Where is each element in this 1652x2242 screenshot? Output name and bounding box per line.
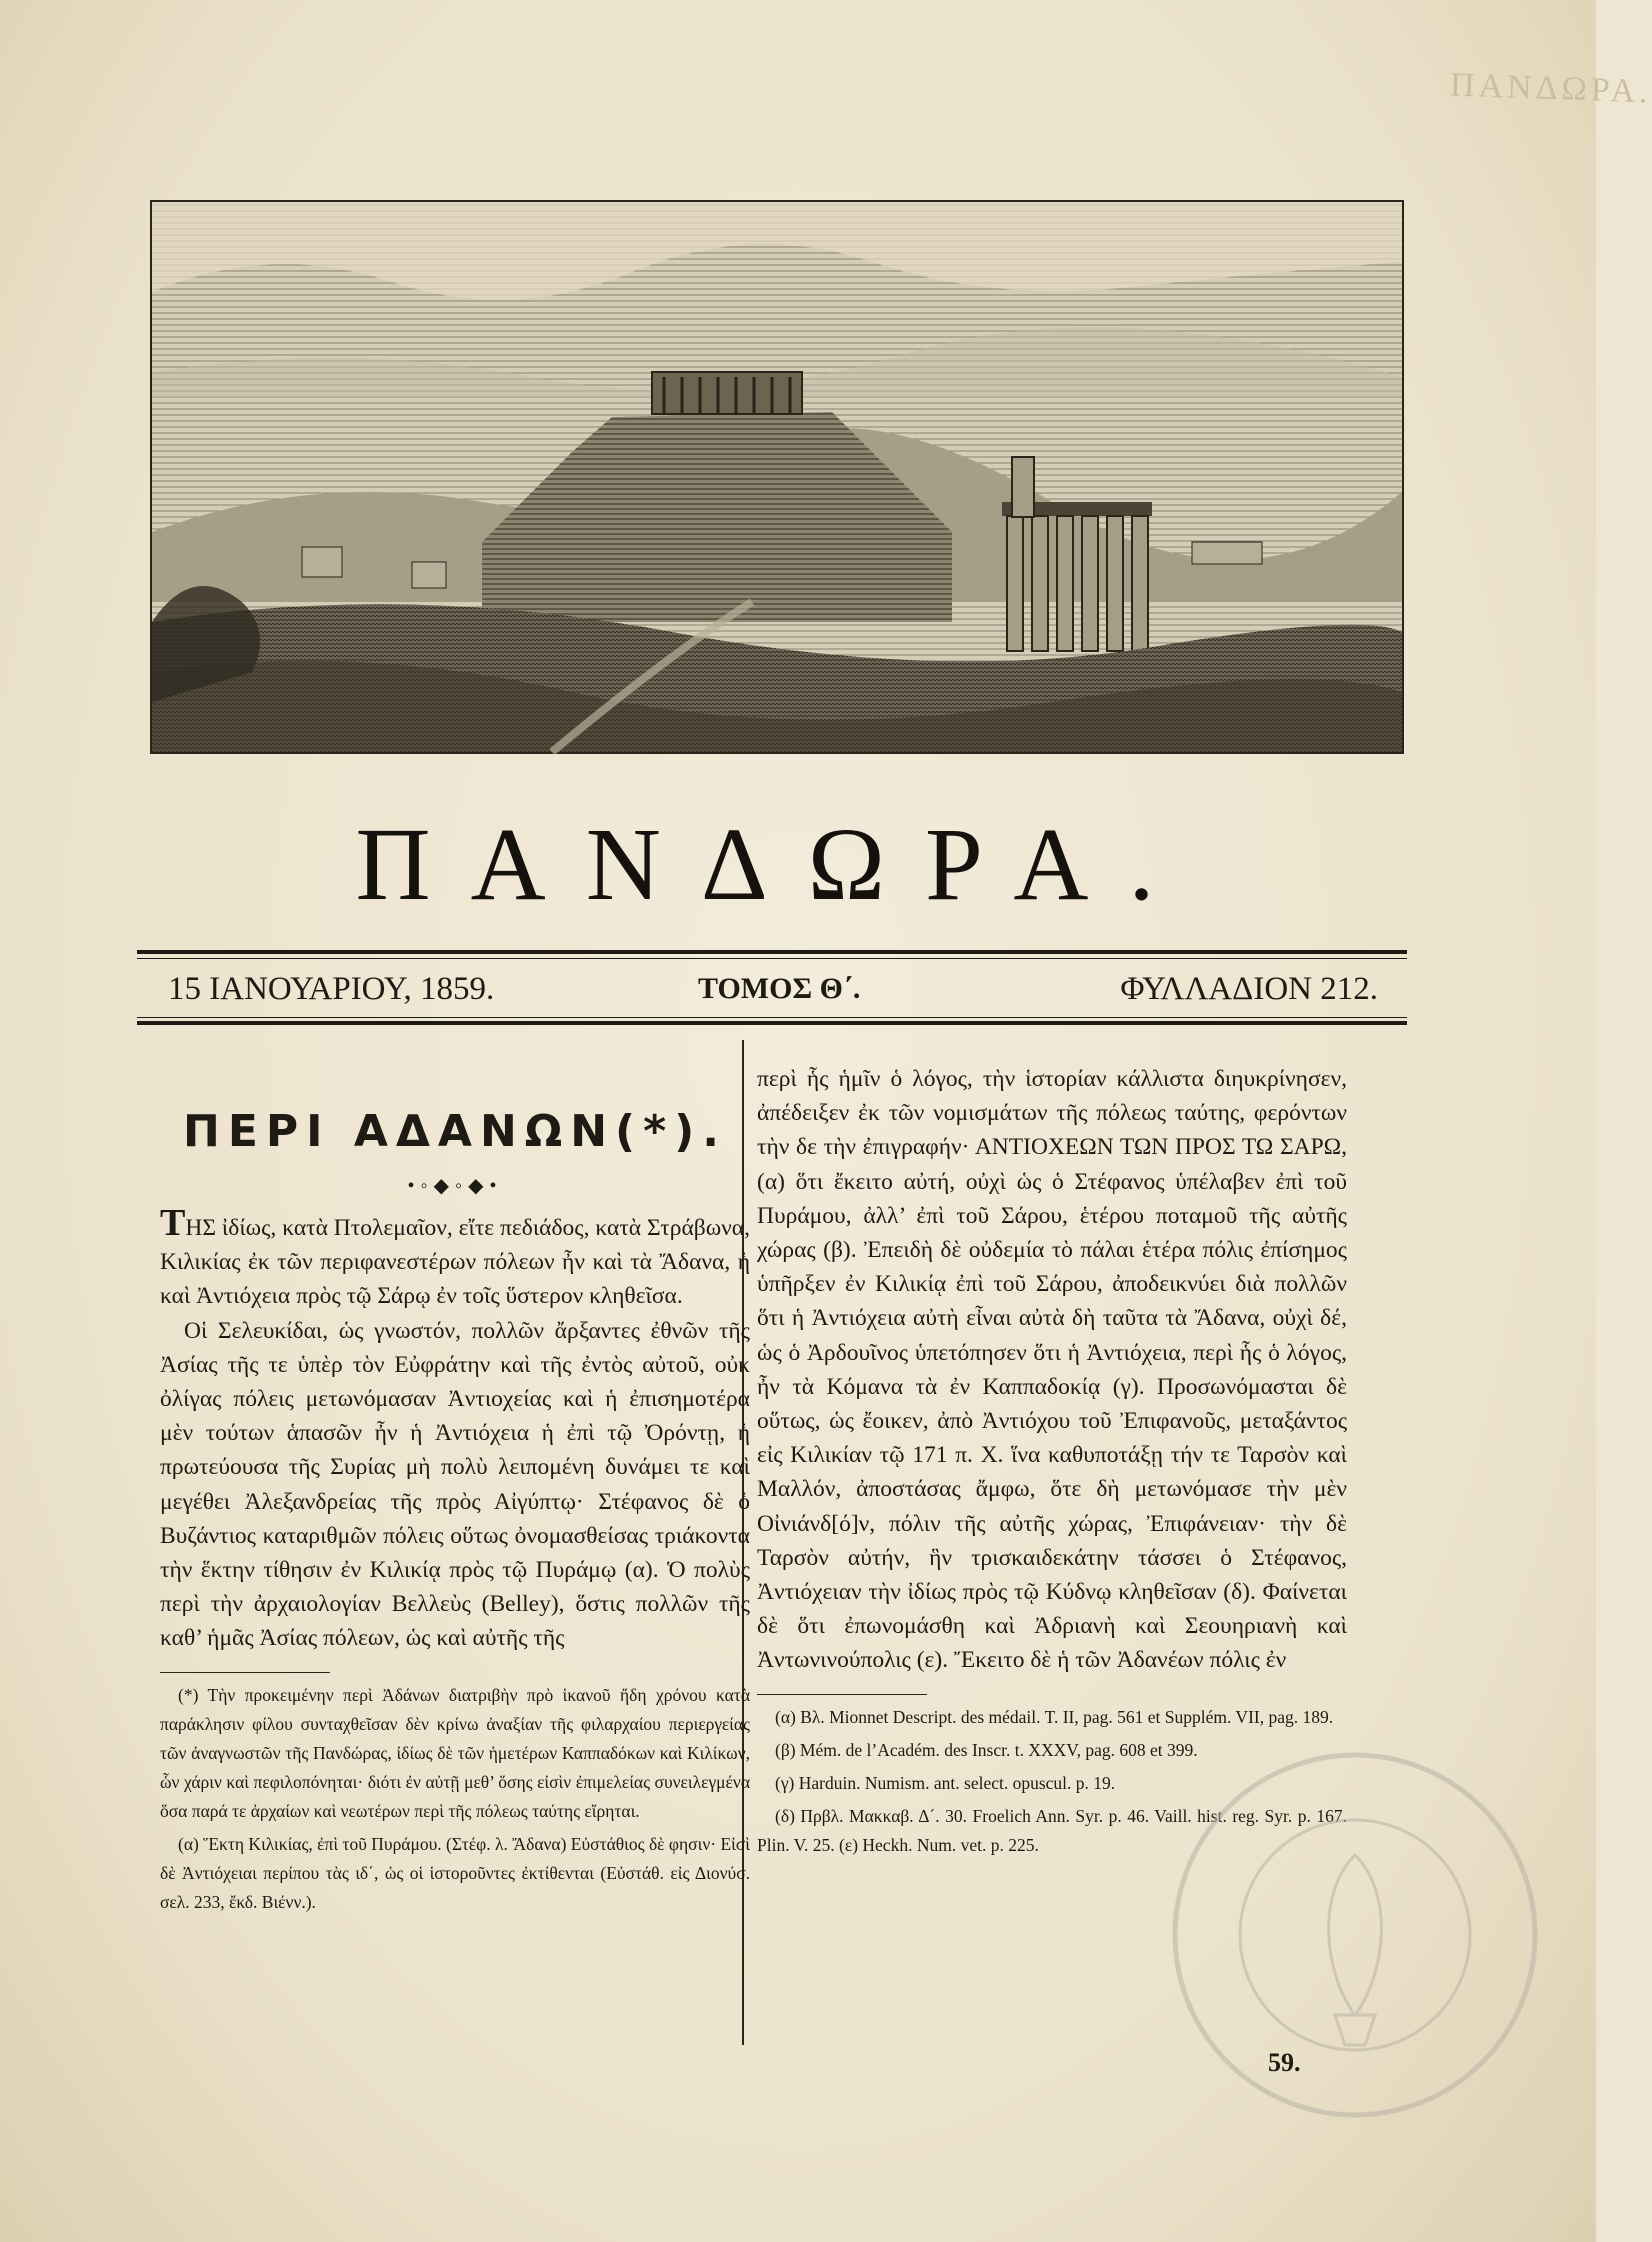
acropolis-engraving [150, 200, 1404, 754]
bottom-double-rule-thin [137, 1017, 1407, 1018]
bottom-double-rule-thick [137, 1021, 1407, 1025]
top-double-rule-thick [137, 950, 1407, 954]
issue-date: 15 ΙΑΝΟΥΑΡΙΟΥ, 1859. [168, 971, 495, 1007]
footnote-item: (α) Ἕκτη Κιλικίας, ἐπὶ τοῦ Πυράμου. (Στέφ. λ. Ἄδανα) Εὐστάθιος δὲ φησιν· Εἰσὶ δὲ Ἀντιόχειαι περίπου τὰς ιδ΄, ὡς οἱ ἱστοροῦντες ἐκτίθενται (Εὐστάθ. εἰς Διονύσ. σελ. 233, ἔκδ. Βιένν.). [160, 1833, 750, 1912]
page-number: 59. [1268, 2048, 1301, 2077]
left-column [160, 1046, 750, 1921]
article-paragraph-1-text: ΗΣ ἰδίως, κατὰ Πτολεμαῖον, εἴτε πεδιάδος, κατὰ Στράβωνα, Κιλικίας ἐκ τῶν περιφανεστέρων πόλεων ἦν καὶ τὰ Ἄδανα, ἡ καὶ Ἀντιόχεια πρὸς τῷ Σάρῳ ἐν τοῖς ὕστερον κληθεῖσα. [160, 1215, 750, 1310]
article-body-left [160, 1202, 750, 1656]
footnote-separator-left [160, 1672, 330, 1673]
article-paragraph-2: Οἱ Σελευκίδαι, ὡς γνωστόν, πολλῶν ἄρξαντες ἐθνῶν τῆς Ἀσίας τῆς τε ὑπὲρ τὸν Εὐφράτην καὶ τῆς ἐντὸς αὐτοῦ, οὐκ ὀλίγας πόλεις μετωνόμασαν Ἀντιοχείας καὶ ἡ ἐπισημοτέρα μὲν τούτων ἁπασῶν ἦν ἡ Ἀντιόχεια ἡ ἐπὶ τῷ Ὀρόντῃ, ἡ πρωτεύουσα τῆς Συρίας μὴ πολὺ λειπομένη δυνάμει τε καὶ μεγέθει Ἀλεξανδρείας τῆς πρὸς Αἰγύπτῳ· Στέφανος δὲ ὁ Βυζάντιος καταριθμῶν πόλεις οὕτως ὀνομασθείσας τριάκοντα τὴν ἕκτην τίθησιν ἐν Κιλικίᾳ πρὸς τῷ Πυράμῳ (α). Ὁ πολὺς περὶ τὴν ἀρχαιολογίαν Βελλεὺς (Belley), ὅστις πολλῶν τῆς καθ’ ἡμᾶς Ἀσίας πόλεων, ὡς καὶ αὐτῆς τῆς [160, 1317, 750, 1652]
article-body-right [757, 1062, 1347, 1678]
article-paragraph-3: περὶ ἧς ἡμῖν ὁ λόγος, τὴν ἱστορίαν κάλλιστα διηυκρίνησεν, ἀπέδειξεν ἐκ τῶν νομισμάτων τῆς πόλεως ταύτης, φερόντων τὴν δε τὴν ἐπιγραφήν· ΑΝΤΙΟΧΕΩΝ ΤΩΝ ΠΡΟΣ ΤΩ ΣΑΡΩ, (α) ὅτι ἔκειτο αὐτή, οὐχὶ ὡς ὁ Στέφανος ὑπέλαβεν ἐπὶ τοῦ Πυράμου, ἀλλ’ ἐπὶ τοῦ Σάρου, ἑτέρου ποταμοῦ τῆς αὐτῆς χώρας (β). Ἐπειδὴ δὲ οὐδεμία τὸ πάλαι ἑτέρα πόλις ἐπίσημος ὑπῆρξεν ἐν Κιλικίᾳ ἐπὶ τοῦ Σάρου, ἀποδεικνύει διὰ πολλῶν ὅτι ἡ Ἀντιόχεια αὐτὴ εἶναι αὐτὰ δὴ ταῦτα τὰ Ἄδανα, οὐχὶ δέ, ὡς ὁ Ἀρδουῖνος ὑπετόπησεν ὅτι ἡ Ἀντιόχεια, περὶ ἧς ὁ λόγος, ἦν τὰ Κόμανα τὰ ἐν Καππαδοκίᾳ (γ). Προσωνόμασται δὲ οὕτως, ὡς ἔοικεν, ἀπὸ Ἀντιόχου τοῦ Ἐπιφανοῦς, μεταξάντος εἰς Κιλικίαν τῷ 171 π. Χ. ἵνα καθυποτάξῃ τήν τε Ταρσὸν καὶ Μαλλόν, ἀποστάσας ἄμφω, ὅτε δὴ μετωνόμασε τὴν μὲν Οἰνιάνδ[ό]ν, πόλιν τῆς αὐτῆς χώρας, Ἐπιφάνειαν· τὴν δὲ Ταρσὸν αὐτήν, ἣν τρισκαιδεκάτην τάσσει ὁ Στέφανος, Ἀντιόχειαν τὴν ἰδίως πρὸς τῷ Κύδνῳ κληθεῖσαν (δ). Φαίνεται δὲ ὅτι ἐπωνομάσθη καὶ Ἀδριανὴ καὶ Σεουηριανὴ καὶ Ἀντωνινούπολις (ε). Ἔκειτο δὲ ἡ τῶν Ἀδανέων πόλις ἐν [757, 1066, 1347, 1674]
bleed-through-text: ΠΑΝΔΩΡΑ. [1449, 66, 1652, 111]
masthead-title: ΠΑΝΔΩΡΑ. [355, 807, 1195, 922]
footnote-item: (β) Mém. de l’Académ. des Inscr. t. XXXV, pag. 608 et 399. [775, 1739, 1198, 1760]
library-stamp-seal [1165, 1745, 1545, 2125]
top-double-rule-thin [137, 958, 1407, 959]
footnotes-left [160, 1681, 750, 1917]
right-column [757, 1062, 1347, 1864]
footnote-item: (δ) Πρβλ. Μακκαβ. Δ΄. 30. Froelich Ann. Syr. p. 46. Vaill. hist. reg. Syr. p. 167. Plin. V. 25. (ε) Heckh. Num. vet. p. 225. [757, 1805, 1347, 1855]
footnote-separator-right [757, 1694, 927, 1695]
article-title: ΠΕΡΙ ΑΔΑΝΩΝ(*). [183, 1106, 727, 1157]
issue-volume: ΤΟΜΟΣ Θ΄. [698, 972, 861, 1005]
article-paragraph-1 [160, 1202, 750, 1314]
title-ornament: •◦◆◦◆• [407, 1175, 503, 1197]
drop-cap: Τ [160, 1202, 186, 1244]
footnote-item: (γ) Harduin. Numism. ant. select. opuscul. p. 19. [775, 1772, 1116, 1793]
footnote-item: (*) Τὴν προκειμένην περὶ Ἀδάνων διατριβὴν πρὸ ἱκανοῦ ἤδη χρόνου κατὰ παράκλησιν φίλου συνταχθεῖσαν δὲν κρίνω ἀναξίαν τῆς φιλαρχαίου περιεργείας τῶν ἀναγνωστῶν τῆς Πανδώρας, ἰδίως δὲ τῶν ἡμετέρων Καππαδόκων καὶ Κιλίκων, ὧν χάριν καὶ πεφιλοπόνηται· διότι ἐν αὐτῇ μεθ’ ὅσης εἰσὶν ἐπιμελείας συνειλεγμένα ὅσα παρά τε ἀρχαίων καὶ νεωτέρων περὶ τῆς πόλεως ταύτης εἴρηται. [160, 1684, 750, 1821]
issue-info-row [168, 964, 1378, 1014]
issue-number: ΦΥΛΛΑΔΙΟΝ 212. [1120, 971, 1378, 1007]
footnote-item: (α) Βλ. Mionnet Descript. des médail. T. II, pag. 561 et Supplém. VII, pag. 189. [775, 1706, 1334, 1727]
